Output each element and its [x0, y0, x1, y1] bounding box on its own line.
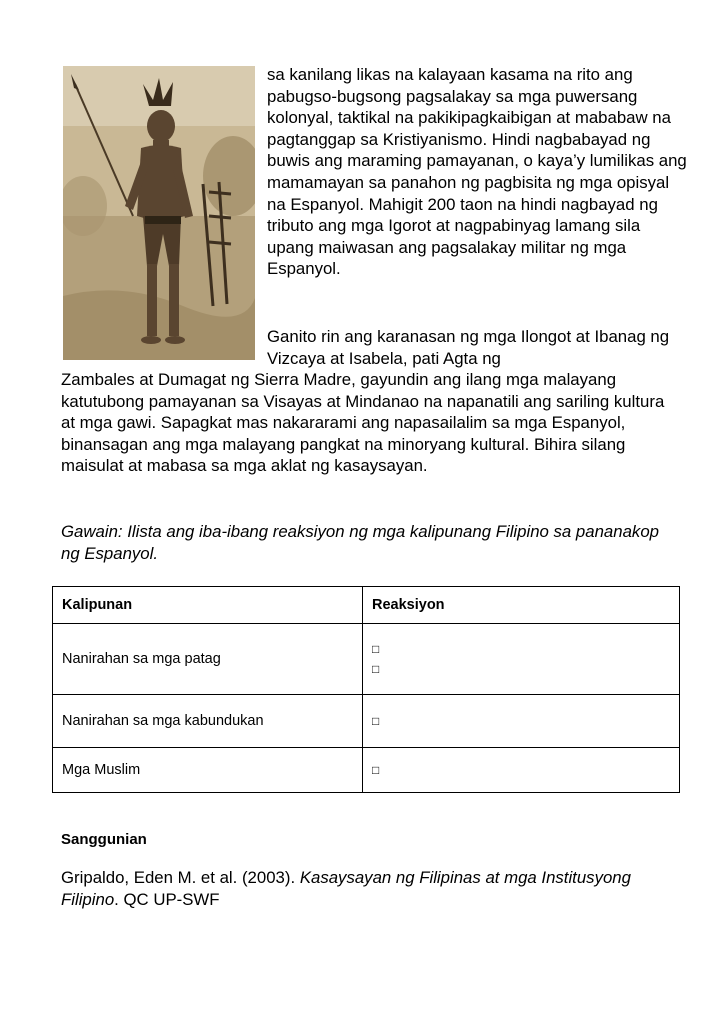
reaksiyon-cell[interactable]	[363, 695, 680, 748]
intro-paragraph: sa kanilang likas na kalayaan kasama na rito ang pabugso-bugsong pagsalakay sa mga puwersang kolonyal, taktikal na pakikipagkaibigan at mababaw na pagtanggap sa Kristiyanismo. Hindi nagbabayad ng buwis ang maraming pamayanan, o kaya’y lumilikas ang mamamayan sa panahon ng pagbisita ng mga opisyal na Espanyol. Mahigit 200 taon na hindi nagbayad ng tributo ang mga Igorot at nagpabinyag lamang sila upang maiwasan ang pagsalakay militar ng mga Espanyol.	[267, 65, 687, 279]
reference-book-title: Kasaysayan ng Filipinas at mga Institusyong Filipino	[61, 868, 631, 909]
igorot-warrior-photo	[63, 66, 255, 360]
checkbox-icon[interactable]: □	[372, 642, 380, 656]
reaksiyon-table	[52, 586, 680, 793]
reference-authors: Gripaldo, Eden M. et al. (2003).	[61, 868, 296, 887]
header-kalipunan: Kalipunan	[53, 587, 363, 624]
kalipunan-cell: Mga Muslim	[53, 748, 363, 793]
kalipunan-cell: Nanirahan sa mga kabundukan	[53, 695, 363, 748]
kalipunan-cell: Nanirahan sa mga patag	[53, 624, 363, 695]
photo-illustration	[63, 66, 255, 360]
header-reaksiyon: Reaksiyon	[363, 587, 680, 624]
reaksiyon-cell[interactable]	[363, 748, 680, 793]
ganito-paragraph-start: Ganito rin ang karanasan ng mga Ilongot at Ibanag ng Vizcaya at Isabela, pati Agta ng	[267, 327, 670, 368]
checkbox-icon[interactable]: □	[372, 714, 380, 728]
table-header-row	[53, 587, 680, 624]
table-row	[53, 695, 680, 748]
table-row	[53, 624, 680, 695]
checkbox-icon[interactable]: □	[372, 662, 380, 676]
gawain-instruction: Gawain: Ilista ang iba-ibang reaksiyon ng mga kalipunang Filipino sa pananakop ng Espanyol.	[61, 522, 659, 563]
table-row	[53, 748, 680, 793]
reference-publisher: . QC UP-SWF	[114, 889, 220, 909]
sanggunian-heading: Sanggunian	[61, 831, 147, 848]
reference-entry	[61, 867, 681, 910]
reaksiyon-cell[interactable]	[363, 624, 680, 695]
ganito-paragraph-rest: Zambales at Dumagat ng Sierra Madre, gayundin ang ilang mga malayang katutubong pamayanan sa Visayas at Mindanao na napanatili ang sariling kultura at mga gawi. Sapagkat mas nakararami ang napasailalim sa mga Espanyol, binansagan ang mga malayang pangkat na minoryang kultural. Bihira silang maisulat at mabasa sa mga aklat ng kasaysayan.	[61, 370, 665, 476]
checkbox-icon[interactable]: □	[372, 763, 380, 777]
